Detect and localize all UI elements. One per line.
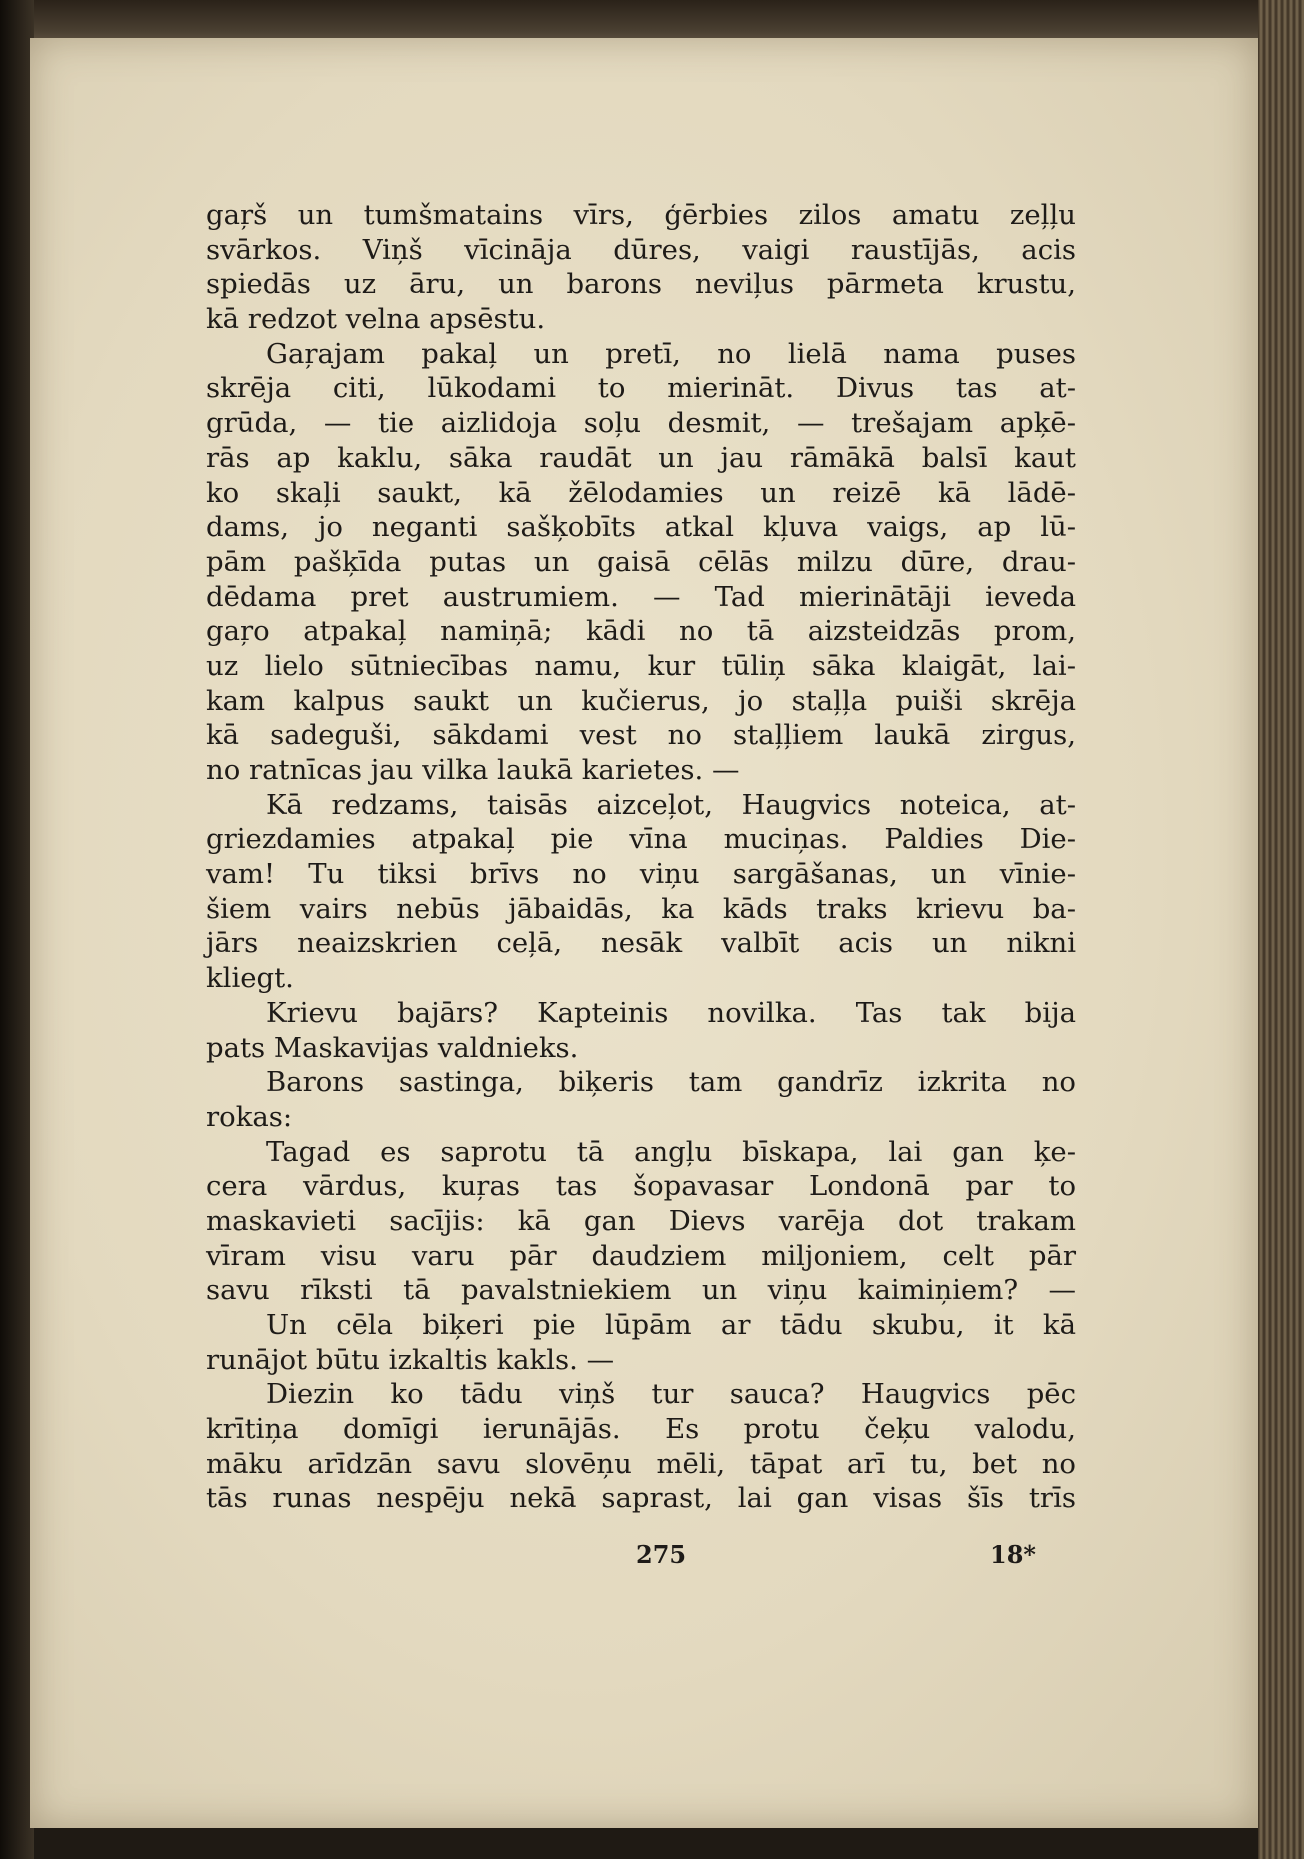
text-line: ko skaļi saukt, kā žēlodamies un reizē kā lādē- bbox=[206, 476, 1076, 509]
text-line: cera vārdus, kuŗas tas šopavasar Londonā par to bbox=[206, 1170, 1076, 1203]
text-line: dams, jo neganti sašķobīts atkal kļuva vaigs, ap lū- bbox=[206, 511, 1076, 544]
text-line: Kā redzams, taisās aizceļot, Haugvics noteica, at- bbox=[266, 788, 1076, 821]
text-line: rokas: bbox=[206, 1100, 293, 1133]
text-line: gaŗo atpakaļ namiņā; kādi no tā aizsteidzās prom, bbox=[206, 615, 1076, 648]
text-line: Un cēla biķeri pie lūpām ar tādu skubu, it kā bbox=[266, 1309, 1076, 1341]
text-line: skrēja citi, lūkodami to mierināt. Divus tas at- bbox=[206, 372, 1076, 405]
text-line: spiedās uz āru, un barons neviļus pārmeta krustu, bbox=[206, 268, 1076, 301]
text-line: maskavieti sacījis: kā gan Dievs varēja dot trakam bbox=[206, 1204, 1076, 1237]
text-line: gaŗš un tumšmatains vīrs, ģērbies zilos amatu zeļļu bbox=[206, 199, 1076, 231]
text-line: kam kalpus saukt un kučierus, jo staļļa puiši skrēja bbox=[206, 684, 1076, 717]
text-line: Gaŗajam pakaļ un pretī, no lielā nama puses bbox=[266, 337, 1076, 370]
text-line: māku arīdzān savu slovēņu mēli, tāpat arī tu, bet no bbox=[206, 1447, 1076, 1480]
text-line: no ratnīcas jau vilka laukā karietes. — bbox=[206, 754, 740, 786]
text-line: pats Maskavijas valdnieks. bbox=[206, 1031, 579, 1064]
text-line: jārs neaizskrien ceļā, nesāk valbīt acis un nikni bbox=[206, 927, 1076, 960]
text-line: Barons sastinga, biķeris tam gandrīz izkrita no bbox=[266, 1066, 1076, 1099]
text-line: uz lielo sūtniecības namu, kur tūliņ sāka klaigāt, lai- bbox=[206, 649, 1076, 682]
book-right-edge bbox=[1258, 0, 1304, 1859]
text-line: kliegt. bbox=[206, 962, 294, 995]
text-line: Diezin ko tādu viņš tur sauca? Haugvics pēc bbox=[266, 1378, 1076, 1411]
text-line: vam! Tu tiksi brīvs no viņu sargāšanas, un vīnie- bbox=[206, 858, 1076, 891]
text-line: šiem vairs nebūs jābaidās, ka kāds traks krievu ba- bbox=[206, 892, 1076, 925]
text-line: kā sadeguši, sākdami vest no staļļiem laukā zirgus, bbox=[206, 719, 1076, 752]
book-left-edge bbox=[0, 0, 34, 1859]
book-page bbox=[30, 38, 1258, 1828]
text-line: vīram visu varu pār daudziem miljoniem, celt pār bbox=[206, 1239, 1076, 1272]
text-line: savu rīksti tā pavalstniekiem un viņu kaimiņiem? — bbox=[206, 1274, 1076, 1307]
body-text bbox=[206, 198, 1076, 1516]
text-line: tās runas nespēju nekā saprast, lai gan visas šīs trīs bbox=[206, 1482, 1076, 1515]
text-line: kā redzot velna apsēstu. bbox=[206, 303, 546, 336]
text-line: krītiņa domīgi ierunājās. Es protu čeķu valodu, bbox=[206, 1413, 1076, 1446]
text-line: dēdama pret austrumiem. — Tad mierinātāji ieveda bbox=[206, 580, 1076, 613]
text-line: grūda, — tie aizlidoja soļu desmit, — trešajam apķē- bbox=[206, 407, 1076, 440]
text-line: rās ap kaklu, sāka raudāt un jau rāmākā balsī kaut bbox=[206, 441, 1076, 474]
text-line: griezdamies atpakaļ pie vīna muciņas. Paldies Die- bbox=[206, 823, 1076, 856]
page-footer bbox=[206, 1540, 1076, 1580]
text-line: Tagad es saprotu tā angļu bīskapa, lai gan ķe- bbox=[266, 1135, 1076, 1168]
text-line: Krievu bajārs? Kapteinis novilka. Tas tak bija bbox=[266, 996, 1076, 1029]
text-line: svārkos. Viņš vīcināja dūres, vaigi raustījās, acis bbox=[206, 233, 1076, 266]
signature-mark: 18* bbox=[990, 1540, 1036, 1569]
page-number: 275 bbox=[636, 1540, 687, 1569]
text-line: pām pašķīda putas un gaisā cēlās milzu dūre, drau- bbox=[206, 545, 1076, 578]
text-line: runājot būtu izkaltis kakls. — bbox=[206, 1343, 615, 1376]
